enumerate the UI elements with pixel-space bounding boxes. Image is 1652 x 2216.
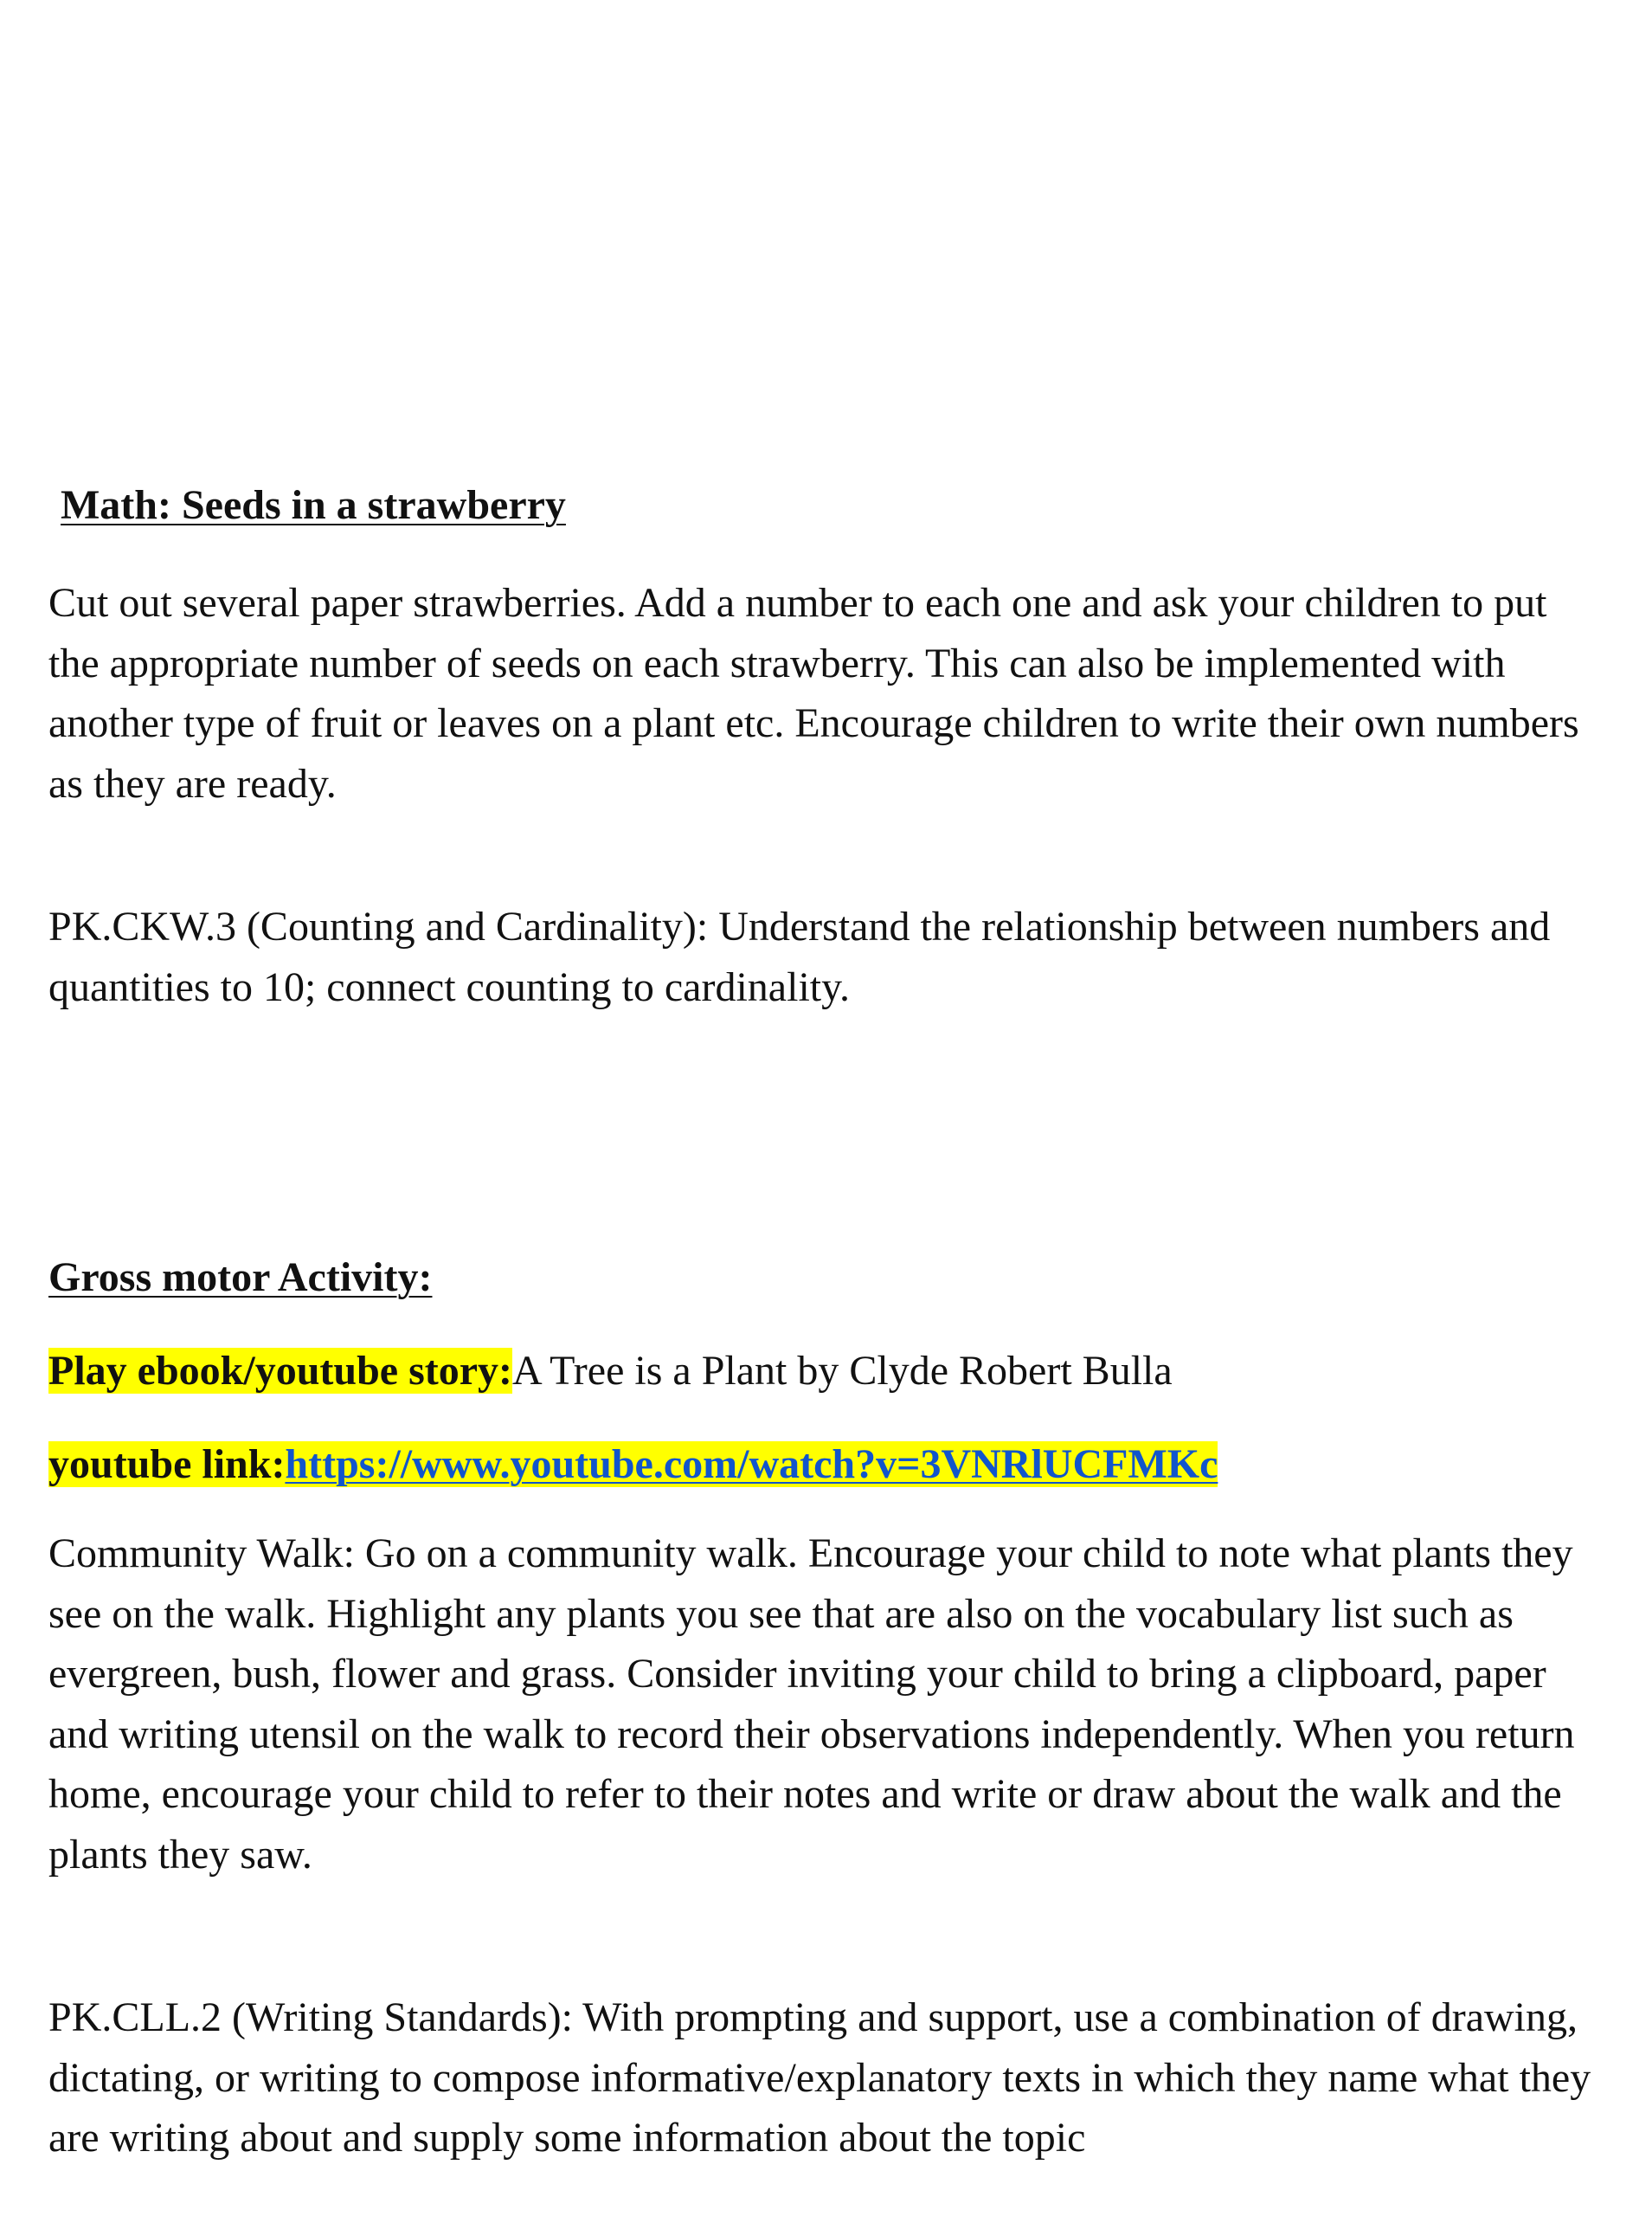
gross-motor-heading xyxy=(48,1254,433,1300)
writing-standard: PK.CLL.2 (Writing Standards): With prompting and support, use a combination of drawing, dictating, or writing to compose informative/explanatory texts in which they name what they are writing about and supply some information about the topic xyxy=(48,1994,1591,2161)
math-standard: PK.CKW.3 (Counting and Cardinality): Understand the relationship between numbers and quantities to 10; connect counting to cardinality. xyxy=(48,904,1551,1010)
story-title: A Tree is a Plant by Clyde Robert Bulla xyxy=(512,1348,1173,1394)
youtube-link-line xyxy=(48,1441,1218,1487)
youtube-link-highlight xyxy=(48,1441,1218,1487)
youtube-link-label: youtube link: xyxy=(48,1441,286,1487)
math-heading xyxy=(48,482,566,528)
math-instructions: Cut out several paper strawberries. Add a number to each one and ask your children to put the appropriate number of seeds on each strawberry. This can also be implemented with another type of fruit or leaves on a plant etc. Encourage children to write their own numbers as they are ready. xyxy=(48,580,1579,807)
math-heading-text: Math: Seeds in a strawberry xyxy=(61,482,566,528)
youtube-link[interactable]: https://www.youtube.com/watch?v=3VNRlUCFMKc xyxy=(285,1441,1218,1487)
story-line xyxy=(48,1350,1173,1392)
community-walk-text: Community Walk: Go on a community walk. Encourage your child to note what plants they see on the walk. Highlight any plants you see that are also on the vocabulary list such as evergreen, bush, flower and grass. Consider inviting your child to bring a clipboard, paper and writing utensil on the walk to record their observations independently. When you return home, encourage your child to refer to their notes and write or draw about the walk and the plants they saw. xyxy=(48,1530,1575,1878)
story-label: Play ebook/youtube story: xyxy=(48,1348,513,1394)
gross-motor-heading-text: Gross motor Activity: xyxy=(48,1254,433,1300)
